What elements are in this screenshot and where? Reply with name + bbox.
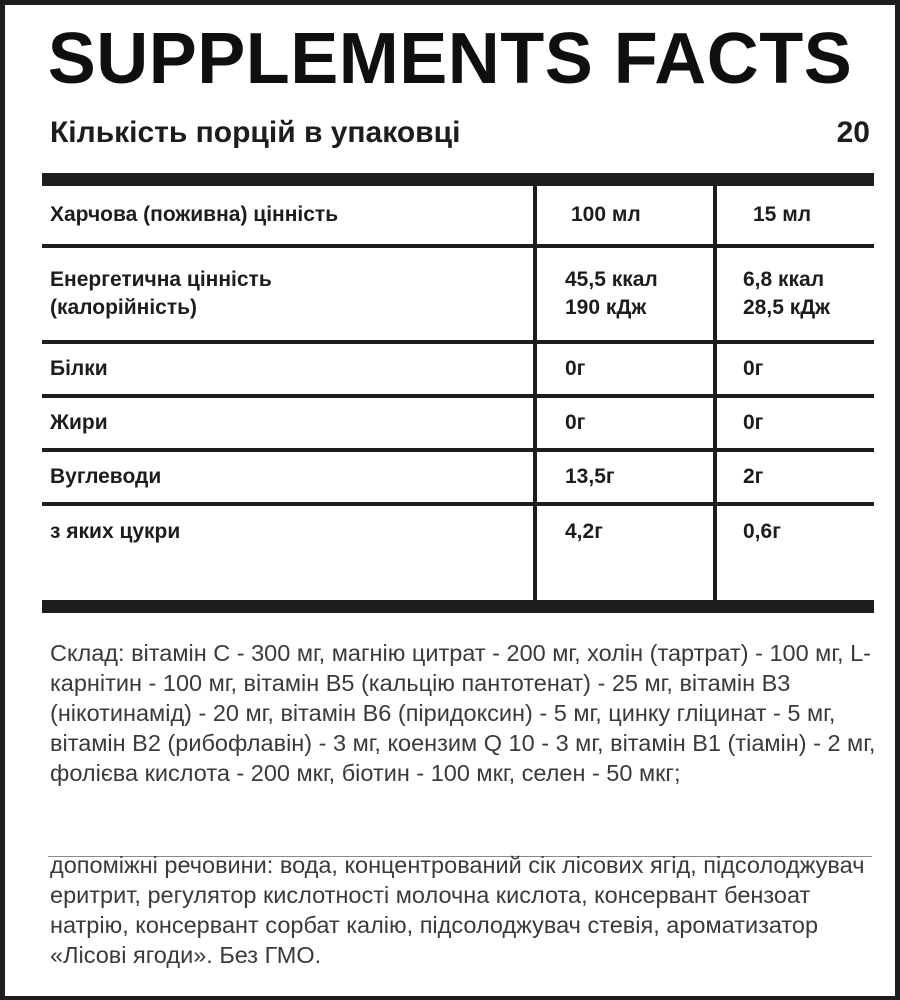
page-title: SUPPLEMENTS FACTS bbox=[47, 19, 853, 99]
servings-row bbox=[50, 116, 870, 150]
table-row bbox=[42, 504, 874, 558]
table-row-energy bbox=[42, 246, 874, 342]
row-value-15ml: 2г bbox=[715, 450, 874, 504]
thick-divider-top bbox=[42, 173, 874, 186]
row-label-carbs: Вуглеводи bbox=[42, 450, 535, 504]
servings-value: 20 bbox=[836, 116, 870, 149]
energy-15ml-kj: 28,5 кДж bbox=[743, 296, 831, 319]
table-row bbox=[42, 396, 874, 450]
row-value-100ml: 4,2г bbox=[535, 504, 715, 558]
energy-label bbox=[42, 246, 535, 342]
row-label-sugars: з яких цукри bbox=[42, 504, 535, 558]
row-label-protein: Білки bbox=[42, 342, 535, 396]
excipients-text: допоміжні речовини: вода, концентрований сік лісових ягід, підсолоджувач еритрит, регулятор кислотності молочна кислота, консервант бензоат натрію, консервант сорбат калію, підсолоджувач стевія, ароматизатор «Лісові ягоди». Без ГМО. bbox=[50, 852, 865, 968]
energy-label-line1: Енергетична цінність bbox=[50, 268, 272, 291]
row-label-fat: Жири bbox=[42, 396, 535, 450]
header-label: Харчова (поживна) цінність bbox=[50, 203, 339, 226]
energy-100ml bbox=[535, 246, 715, 342]
table-header-row bbox=[42, 186, 874, 246]
servings-label: Кількість порцій в упаковці bbox=[50, 116, 461, 149]
header-100ml: 100 мл bbox=[535, 186, 715, 246]
row-value-100ml: 13,5г bbox=[535, 450, 715, 504]
row-value-15ml: 0г bbox=[715, 396, 874, 450]
energy-100ml-kj: 190 кДж bbox=[565, 296, 647, 319]
spacer-cell bbox=[715, 558, 874, 602]
spacer-cell bbox=[535, 558, 715, 602]
energy-15ml-kcal: 6,8 ккал bbox=[743, 268, 825, 291]
energy-label-line2: (калорійність) bbox=[50, 296, 198, 319]
table-row bbox=[42, 450, 874, 504]
energy-100ml-kcal: 45,5 ккал bbox=[565, 268, 658, 291]
thick-divider-bottom bbox=[42, 600, 874, 613]
table-row bbox=[42, 342, 874, 396]
row-value-100ml: 0г bbox=[535, 396, 715, 450]
row-value-15ml: 0г bbox=[715, 342, 874, 396]
energy-15ml bbox=[715, 246, 874, 342]
spacer-cell bbox=[42, 558, 535, 602]
header-15ml: 15 мл bbox=[715, 186, 874, 246]
row-value-15ml: 0,6г bbox=[715, 504, 874, 558]
row-value-100ml: 0г bbox=[535, 342, 715, 396]
composition-text: Склад: вітамін С - 300 мг, магнію цитрат - 200 мг, холін (тартрат) - 100 мг, L-карнітин - 100 мг, вітамін В5 (кальцію пантотенат) - 25 мг, вітамін В3 (нікотинамід) - 20 мг, вітамін В6 (піридоксин) - 5 мг, цинку гліцинат - 5 мг, вітамін В2 (рибофлавін) - 3 мг, коензим Q 10 - 3 мг, вітамін В1 (тіамін) - 2 мг, фолієва кислота - 200 мкг, біотин - 100 мкг, селен - 50 мкг; bbox=[50, 640, 876, 786]
nutrition-table bbox=[42, 186, 874, 602]
table-spacer-row bbox=[42, 558, 874, 602]
